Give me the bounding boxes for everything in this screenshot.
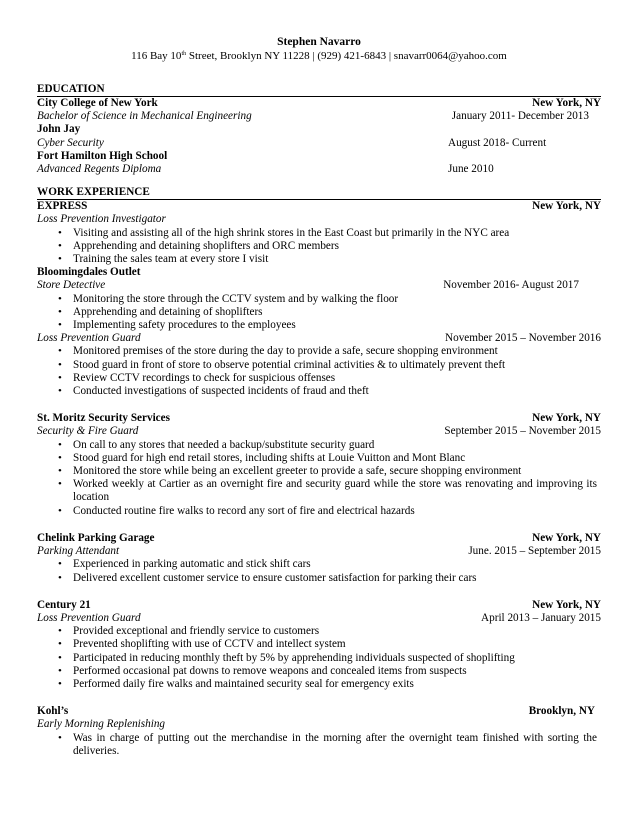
education-detail-row: [37, 137, 601, 150]
bullet-item: • Worked weekly at Cartier as an overnight fire and security guard while the store was renovating and improving its location: [37, 478, 601, 504]
job-dates: June. 2015 – September 2015: [468, 545, 601, 558]
company-location: Brooklyn, NY: [528, 705, 595, 718]
job-header: [37, 599, 601, 612]
education-dates: June 2010: [448, 163, 494, 176]
company-location: New York, NY: [532, 200, 601, 213]
bullet-item: • Stood guard for high end retail stores, including shifts at Louie Vuitton and Mont Blanc: [37, 452, 601, 465]
education-detail-row: [37, 110, 601, 123]
job-title: Early Morning Replenishing: [37, 718, 166, 731]
bullet-item: • Monitored premises of the store during the day to provide a safe, secure shopping environment: [37, 345, 601, 358]
bullet-item: • Participated in reducing monthly theft by 5% by apprehending individuals suspected of shoplifting: [37, 652, 601, 665]
job-bullets: [37, 732, 601, 758]
resume-content: [37, 36, 601, 758]
job-header: [37, 200, 601, 213]
job-title-row: [37, 425, 601, 438]
company-name: Chelink Parking Garage: [37, 531, 155, 544]
job-bullets: [37, 558, 601, 584]
school-name: City College of New York: [37, 97, 158, 109]
bullet-item: • Implementing safety procedures to the employees: [37, 319, 601, 332]
job-title: Loss Prevention Guard: [37, 611, 141, 624]
contact-line: [37, 49, 601, 63]
bullet-item: • Experienced in parking automatic and stick shift cars: [37, 558, 601, 571]
education-dates: January 2011- December 2013: [451, 110, 589, 123]
job-bullets: [37, 439, 601, 518]
education-heading: EDUCATION: [37, 83, 601, 97]
bullet-item: • Visiting and assisting all of the high shrink stores in the East Coast but primarily in the NYC area: [37, 227, 601, 240]
education-entry: [37, 123, 601, 136]
company-name: Kohl’s: [37, 705, 69, 718]
job-header: [37, 532, 601, 545]
candidate-name: Stephen Navarro: [277, 36, 361, 48]
job-title-row: [37, 612, 601, 625]
job-dates: September 2015 – November 2015: [444, 425, 601, 438]
company-location: New York, NY: [532, 598, 601, 611]
company-name: Bloomingdales Outlet: [37, 266, 141, 279]
job-title-row: [37, 545, 601, 558]
school-location: New York, NY: [532, 97, 601, 109]
bullet-item: • Monitored the store while being an excellent greeter to provide a safe, secure shopping environment: [37, 465, 601, 478]
job-title: Parking Attendant: [37, 545, 120, 558]
bullet-item: • Apprehending and detaining shoplifters and ORC members: [37, 240, 601, 253]
contact-address-rest: Street, Brooklyn NY 11228 | (929) 421-6843 | snavarr0064@yahoo.com: [186, 50, 507, 62]
job-dates: April 2013 – January 2015: [481, 611, 601, 624]
bullet-item: • Was in charge of putting out the merchandise in the morning after the overnight team finished with sorting the deliveries.: [37, 732, 601, 758]
contact-address-start: 116 Bay 10: [131, 50, 182, 62]
job-dates: November 2016- August 2017: [443, 279, 579, 292]
job-bullets: [37, 345, 601, 398]
job-bullets: [37, 625, 601, 691]
job-header: [37, 412, 601, 425]
job-title: Loss Prevention Investigator: [37, 213, 166, 226]
bullet-item: • Apprehending and detaining of shoplifters: [37, 306, 601, 319]
job-header: [37, 705, 601, 718]
job-dates: November 2015 – November 2016: [445, 332, 601, 345]
degree: Advanced Regents Diploma: [37, 163, 162, 176]
work-heading: WORK EXPERIENCE: [37, 186, 601, 200]
degree: Bachelor of Science in Mechanical Engineering: [37, 110, 252, 123]
bullet-item: • Performed occasional pat downs to remove weapons and concealed items from suspects: [37, 665, 601, 678]
education-dates: August 2018- Current: [448, 136, 547, 149]
bullet-item: • Training the sales team at every store I visit: [37, 253, 601, 266]
company-name: EXPRESS: [37, 200, 88, 213]
job-title-row: [37, 279, 601, 292]
job-bullets: [37, 293, 601, 333]
job-title: Store Detective: [37, 279, 106, 292]
bullet-item: • Conducted investigations of suspected incidents of fraud and theft: [37, 385, 601, 398]
education-entry: [37, 97, 601, 110]
job-bullets: [37, 227, 601, 267]
job-title-row: [37, 332, 601, 345]
company-name: Century 21: [37, 598, 91, 611]
contact-superscript: th: [181, 51, 187, 57]
bullet-item: • On call to any stores that needed a backup/substitute security guard: [37, 439, 601, 452]
bullet-item: • Conducted routine fire walks to record any sort of fire and electrical hazards: [37, 505, 601, 518]
job-header: [37, 266, 601, 279]
degree: Cyber Security: [37, 136, 104, 149]
company-location: New York, NY: [532, 412, 601, 425]
bullet-item: • Provided exceptional and friendly service to customers: [37, 625, 601, 638]
school-name: John Jay: [37, 123, 81, 136]
company-location: New York, NY: [532, 531, 601, 544]
bullet-item: • Delivered excellent customer service to ensure customer satisfaction for parking their cars: [37, 572, 601, 585]
bullet-item: • Prevented shoplifting with use of CCTV and intellect system: [37, 638, 601, 651]
company-name: St. Moritz Security Services: [37, 412, 170, 425]
bullet-item: • Review CCTV recordings to check for suspicious offenses: [37, 372, 601, 385]
job-title: Loss Prevention Guard: [37, 332, 141, 345]
bullet-item: • Monitoring the store through the CCTV system and by walking the floor: [37, 293, 601, 306]
education-detail-row: [37, 163, 601, 176]
job-title: Security & Fire Guard: [37, 425, 139, 438]
education-entry: [37, 150, 601, 163]
bullet-item: • Performed daily fire walks and maintained security seal for emergency exits: [37, 678, 601, 691]
school-name: Fort Hamilton High School: [37, 149, 168, 162]
bullet-item: • Stood guard in front of store to observe potential criminal activities & to ultimately prevent theft: [37, 359, 601, 372]
